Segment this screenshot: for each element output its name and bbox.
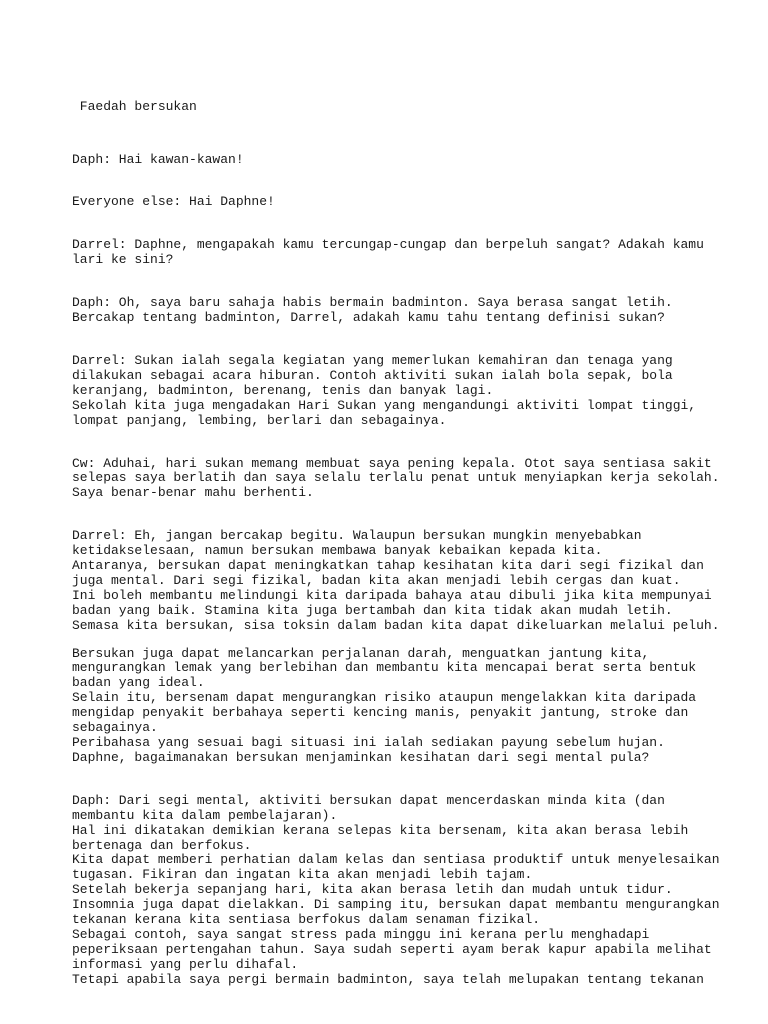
paragraph-gap: [72, 766, 732, 794]
text-line: ketidakselesaan, namun bersukan membawa banyak kebaikan kepada kita.: [72, 543, 603, 559]
text-line: Setelah bekerja sepanjang hari, kita akan berasa letih dan mudah untuk tidur.: [72, 882, 673, 898]
text-line: Darrel: Daphne, mengapakah kamu tercungap-cungap dan berpeluh sangat? Adakah kamu: [72, 237, 704, 253]
text-line: Sekolah kita juga mengadakan Hari Sukan yang mengandungi aktiviti lompat tinggi,: [72, 397, 697, 413]
paragraph: [72, 457, 732, 502]
text-line: Darrel: Eh, jangan bercakap begitu. Walaupun bersukan mungkin menyebabkan: [72, 528, 642, 544]
text-line: mengidap penyakit berbahaya seperti kencing manis, penyakit jantung, stroke dan: [72, 705, 689, 721]
text-line: badan yang baik. Stamina kita juga bertambah dan kita tidak akan mudah letih.: [72, 602, 673, 618]
paragraph-gap: [72, 167, 732, 195]
text-line: membantu kita dalam pembelajaran).: [72, 807, 338, 823]
paragraph: [72, 647, 732, 766]
text-line: sebagainya.: [72, 720, 158, 736]
text-line: Ini boleh membantu melindungi kita daripada bahaya atau dibuli jika kita mempunyai: [72, 587, 712, 603]
text-line: Sebagai contoh, saya sangat stress pada minggu ini kerana perlu menghadapi: [72, 926, 650, 942]
text-line: Semasa kita bersukan, sisa toksin dalam badan kita dapat dikeluarkan melalui peluh.: [72, 617, 720, 633]
text-line: dilakukan sebagai acara hiburan. Contoh aktiviti sukan ialah bola sepak, bola: [72, 367, 673, 383]
text-line: badan yang ideal.: [72, 675, 205, 691]
document-title: Faedah bersukan: [72, 98, 197, 114]
text-line: Insomnia juga dapat dielakkan. Di samping itu, bersukan dapat membantu mengurangkan: [72, 897, 720, 913]
paragraph-gap: [72, 634, 732, 647]
paragraph: [72, 529, 732, 633]
paragraph: [72, 238, 732, 268]
text-line: Daph: Oh, saya baru sahaja habis bermain badminton. Saya berasa sangat letih.: [72, 295, 673, 311]
text-line: lari ke sini?: [72, 252, 174, 268]
text-line: Bersukan juga dapat melancarkan perjalanan darah, menguatkan jantung kita,: [72, 645, 650, 661]
text-line: Saya benar-benar mahu berhenti.: [72, 485, 314, 501]
text-line: bertenaga dan berfokus.: [72, 837, 252, 853]
text-line: Hal ini dikatakan demikian kerana selepas kita bersenam, kita akan berasa lebih: [72, 822, 689, 838]
text-line: Kita dapat memberi perhatian dalam kelas dan sentiasa produktif untuk menyelesaikan: [72, 852, 720, 868]
text-line: Peribahasa yang sesuai bagi situasi ini ialah sediakan payung sebelum hujan.: [72, 735, 665, 750]
paragraph: [72, 794, 732, 988]
text-line: Cw: Aduhai, hari sukan memang membuat saya pening kepala. Otot saya sentiasa sakit: [72, 455, 712, 471]
paragraph-gap: [72, 268, 732, 296]
document-body: [72, 70, 732, 1003]
paragraph-gap: [72, 429, 732, 457]
text-line: Bercakap tentang badminton, Darrel, adakah kamu tahu tentang definisi sukan?: [72, 310, 665, 326]
text-line: lompat panjang, lembing, berlari dan sebagainya.: [72, 412, 447, 428]
paragraph: [72, 195, 732, 210]
paragraph: [72, 296, 732, 326]
paragraph-gap: [72, 210, 732, 238]
text-line: mengurangkan lemak yang berlebihan dan membantu kita mencapai berat serta bentuk: [72, 660, 697, 676]
text-line: tekanan kerana kita sentiasa berfokus dalam senaman fizikal.: [72, 912, 541, 928]
paragraph-list: [72, 153, 732, 988]
text-line: juga mental. Dari segi fizikal, badan kita akan menjadi lebih cergas dan kuat.: [72, 572, 681, 588]
text-line: Daph: Dari segi mental, aktiviti bersukan dapat mencerdaskan minda kita (dan: [72, 792, 665, 808]
text-line: Antaranya, bersukan dapat meningkatkan tahap kesihatan kita dari segi fizikal dan: [72, 558, 704, 574]
text-line: Tetapi apabila saya pergi bermain badminton, saya telah melupakan tentang tekanan: [72, 971, 704, 987]
text-line: Daph: Hai kawan-kawan!: [72, 151, 244, 167]
text-line: Selain itu, bersenam dapat mengurangkan risiko ataupun mengelakkan kita daripada: [72, 690, 697, 706]
text-line: Darrel: Sukan ialah segala kegiatan yang memerlukan kemahiran dan tenaga yang: [72, 352, 673, 368]
paragraph-gap: [72, 326, 732, 354]
text-line: Daphne, bagaimanakan bersukan menjaminkan kesihatan dari segi mental pula?: [72, 749, 650, 765]
paragraph: [72, 153, 732, 168]
text-line: tugasan. Fikiran dan ingatan kita akan menjadi lebih tajam.: [72, 867, 533, 883]
text-line: keranjang, badminton, berenang, tenis dan banyak lagi.: [72, 382, 494, 398]
text-line: selepas saya berlatih dan saya selalu terlalu penat untuk menyiapkan kerja sekolah.: [72, 470, 720, 486]
text-line: peperiksaan pertengahan tahun. Saya sudah seperti ayam berak kapur apabila melihat: [72, 941, 712, 957]
paragraph: [72, 354, 732, 429]
text-line: Everyone else: Hai Daphne!: [72, 194, 275, 210]
text-line: informasi yang perlu dihafal.: [72, 956, 299, 972]
paragraph-gap: [72, 501, 732, 529]
